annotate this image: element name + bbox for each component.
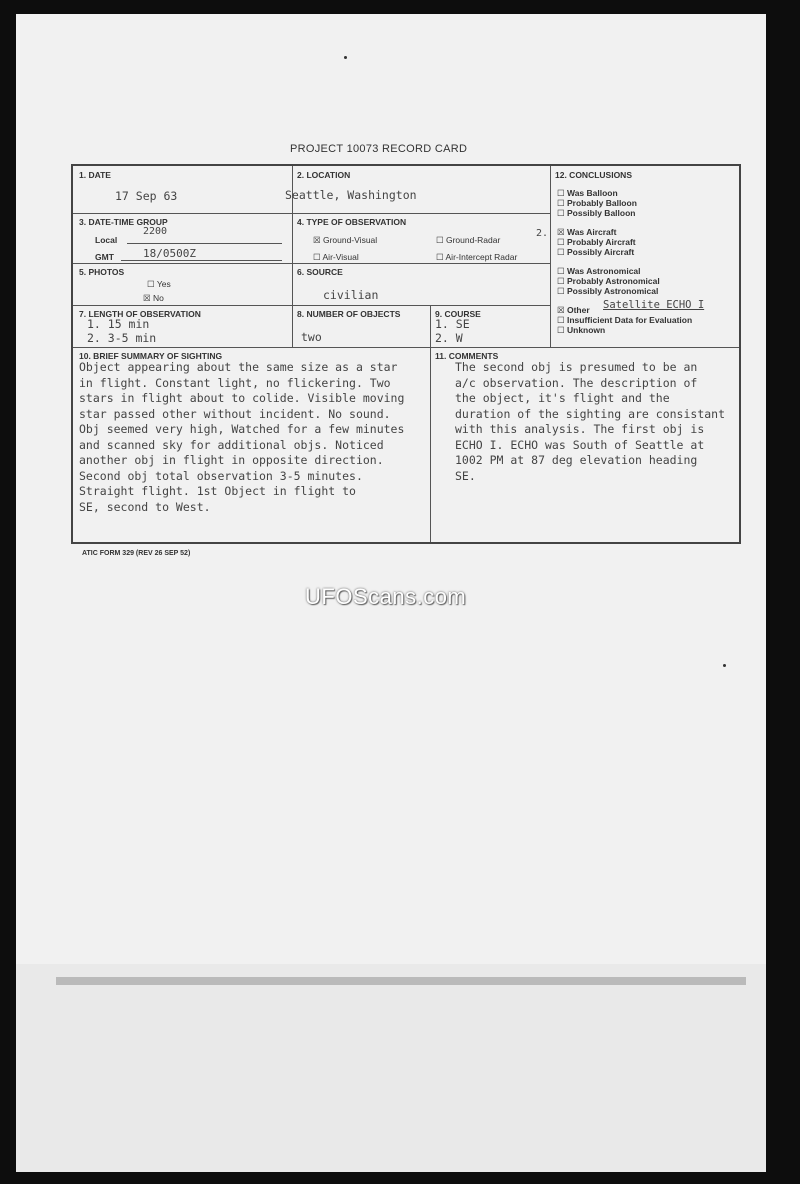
summary-line: Straight flight. 1st Object in flight to (79, 484, 356, 498)
length-line-1: 1. 15 min (87, 317, 150, 331)
type-of-observation-cell (293, 214, 551, 264)
location-label: 2. LOCATION (297, 170, 351, 180)
length-of-observation-cell (73, 306, 293, 348)
conclusion-label: Insufficient Data for Evaluation (566, 315, 693, 325)
comments-line: ECHO I. ECHO was South of Seattle at (455, 437, 705, 452)
record-card (71, 164, 741, 544)
source-value: civilian (323, 288, 379, 302)
summary-line: star passed other without incident. No sound. (79, 406, 391, 421)
date-cell (73, 166, 293, 214)
course-label: 9. COURSE (435, 309, 481, 319)
form-number: ATIC FORM 329 (REV 26 SEP 52) (82, 550, 191, 557)
watermark: UFOScans.com (305, 584, 467, 609)
summary-line: stars in flight about to colide. Visible moving (79, 391, 405, 405)
photos-yes-option: ☐ Yes (147, 279, 171, 289)
conclusion-label: Was Astronomical (566, 266, 641, 276)
comments-line: a/c observation. The description of (455, 375, 698, 390)
photos-no-label: No (152, 293, 164, 303)
conclusion-label: Was Aircraft (566, 227, 617, 237)
comments-line: duration of the sighting are consistant (455, 406, 726, 421)
source-label: 6. SOURCE (297, 267, 343, 277)
date-label: 1. DATE (79, 170, 111, 180)
ground-radar-label: Ground-Radar (445, 235, 501, 245)
conclusion-label: Probably Balloon (566, 198, 637, 208)
ground-visual-label: Ground-Visual (322, 235, 378, 245)
conclusion-insufficient-data: ☐ Insufficient Data for Evaluation (557, 315, 693, 325)
summary-label: 10. BRIEF SUMMARY OF SIGHTING (79, 351, 223, 361)
card-title: PROJECT 10073 RECORD CARD (290, 143, 468, 155)
num-objects-value: two (301, 330, 322, 344)
gmt-label: GMT (95, 252, 114, 262)
summary-line: in flight. Constant light, no flickering. Two (79, 375, 391, 390)
conclusion-possibly-aircraft: ☐ Possibly Aircraft (557, 247, 635, 257)
conclusion-label: Was Balloon (566, 188, 618, 198)
air-intercept-option: ☐ Air-Intercept Radar (436, 252, 518, 262)
comments-line: SE. (455, 468, 476, 483)
conclusion-was-astronomical: ☐ Was Astronomical (557, 266, 641, 276)
conclusion-possibly-balloon: ☐ Possibly Balloon (557, 208, 636, 218)
conclusion-probably-balloon: ☐ Probably Balloon (557, 198, 637, 208)
type-obs-label: 4. TYPE OF OBSERVATION (297, 217, 407, 227)
conclusion-probably-astronomical: ☐ Probably Astronomical (557, 276, 660, 286)
num-objects-label: 8. NUMBER OF OBJECTS (297, 309, 401, 319)
photos-yes-label: Yes (156, 279, 171, 289)
summary-line: and scanned sky for additional objs. Noticed (79, 437, 384, 452)
paper-fold (56, 977, 746, 985)
photos-cell (73, 264, 293, 306)
conclusion-label: Possibly Balloon (566, 208, 636, 218)
photos-no-option: ☒ No (143, 293, 164, 303)
course-line-2: 2. W (435, 331, 463, 345)
gmt-value: 18/0500Z (143, 247, 196, 260)
date-value: 17 Sep 63 (115, 189, 178, 203)
comments-line: with this analysis. The first obj is (455, 422, 705, 436)
photos-label: 5. PHOTOS (79, 267, 125, 277)
conclusion-label: Other (566, 305, 590, 315)
dtg-label: 3. DATE-TIME GROUP (79, 217, 168, 227)
location-value: Seattle, Washington (285, 188, 417, 202)
summary-line: SE, second to West. (79, 499, 211, 514)
course-line-1: 1. SE (435, 317, 470, 331)
comments-label: 11. COMMENTS (435, 351, 499, 361)
speck (723, 664, 726, 667)
air-intercept-label: Air-Intercept Radar (445, 252, 518, 262)
air-visual-option: ☐ Air-Visual (313, 252, 359, 262)
course-cell (431, 306, 551, 348)
speck (344, 56, 347, 59)
local-label: Local (95, 235, 118, 245)
conclusion-unknown: ☐ Unknown (557, 325, 606, 335)
summary-line: Second obj total observation 3-5 minutes. (79, 468, 363, 483)
conclusion-possibly-astronomical: ☐ Possibly Astronomical (557, 286, 659, 296)
number-of-objects-cell (293, 306, 431, 348)
conclusion-other: ☒ Other (557, 305, 590, 315)
source-cell (293, 264, 551, 306)
comments-text (455, 360, 725, 484)
summary-line: Object appearing about the same size as a star (79, 360, 398, 374)
conclusions-label: 12. CONCLUSIONS (555, 170, 632, 180)
comments-line: The second obj is presumed to be an (455, 360, 698, 374)
length-label: 7. LENGTH OF OBSERVATION (79, 309, 201, 319)
comments-line: 1002 PM at 87 deg elevation heading (455, 453, 698, 467)
conclusion-label: Possibly Aircraft (566, 247, 635, 257)
summary-line: Obj seemed very high, Watched for a few minutes (79, 422, 405, 436)
comments-line: the object, it's flight and the (455, 391, 670, 405)
date-time-group-cell (73, 214, 293, 264)
air-visual-label: Air-Visual (322, 252, 359, 262)
conclusion-probably-aircraft: ☐ Probably Aircraft (557, 237, 636, 247)
conclusion-label: Probably Astronomical (566, 276, 660, 286)
conclusion-was-balloon: ☐ Was Balloon (557, 188, 618, 198)
summary-cell (73, 348, 431, 542)
comments-cell (431, 348, 739, 542)
ground-radar-option: ☐ Ground-Radar (436, 235, 501, 245)
conclusion-label: Possibly Astronomical (566, 286, 659, 296)
summary-text (79, 360, 404, 515)
summary-line: another obj in flight in opposite direction. (79, 453, 384, 467)
length-line-2: 2. 3-5 min (87, 331, 157, 345)
location-cell (285, 166, 551, 214)
conclusion-other-value: Satellite ECHO I (603, 299, 705, 311)
local-value: 2200 (143, 226, 168, 237)
conclusion-was-aircraft: ☒ Was Aircraft (557, 227, 617, 237)
conclusions-cell (551, 166, 739, 348)
ground-visual-option: ☒ Ground-Visual (313, 235, 378, 245)
conclusion-label: Probably Aircraft (566, 237, 636, 247)
conclusion-label: Unknown (566, 325, 606, 335)
type-obs-mark: 2. (536, 228, 549, 239)
